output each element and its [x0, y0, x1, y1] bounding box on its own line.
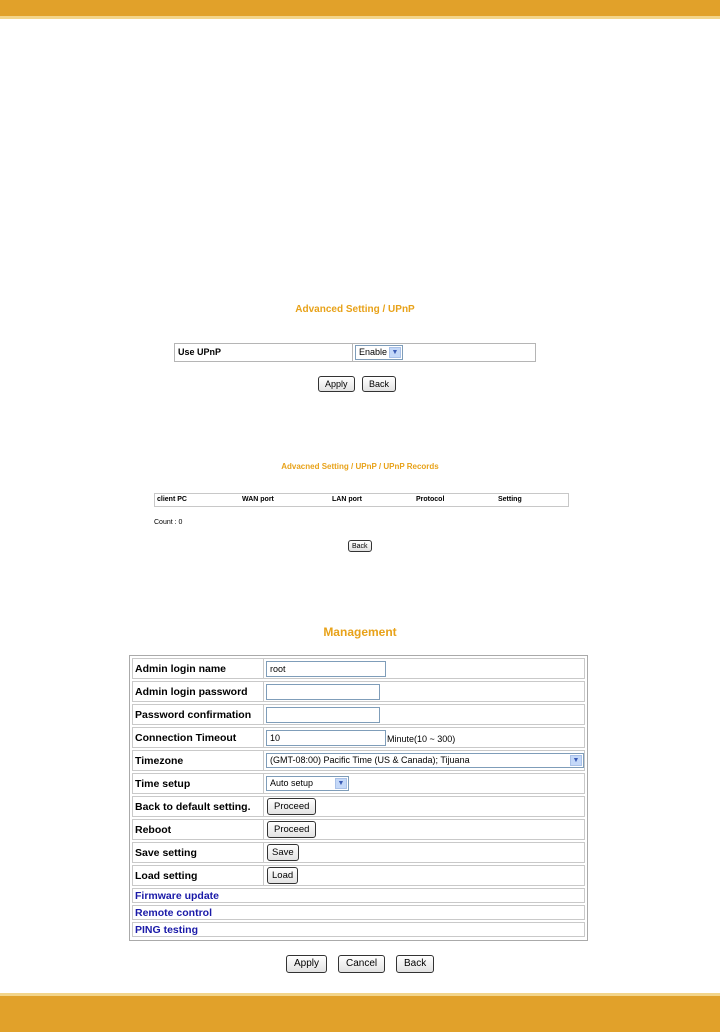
connection-timeout-label: Connection Timeout	[135, 732, 237, 744]
cell-divider	[263, 797, 264, 816]
remote-control-link[interactable]: Remote control	[135, 907, 213, 919]
top-band-line	[0, 16, 720, 19]
records-back-button[interactable]: Back	[348, 540, 372, 552]
records-title: Advacned Setting / UPnP / UPnP Records	[281, 462, 439, 471]
upnp-apply-button[interactable]: Apply	[318, 376, 355, 392]
row-back-to-default	[132, 796, 585, 817]
row-firmware-update	[132, 888, 585, 903]
column-setting: Setting	[498, 496, 522, 503]
cell-divider	[263, 843, 264, 862]
cell-divider	[263, 774, 264, 793]
time-setup-select-value: Auto setup	[270, 778, 314, 788]
cell-divider	[263, 820, 264, 839]
save-setting-button[interactable]: Save	[267, 844, 299, 861]
back-to-default-label: Back to default setting.	[135, 801, 251, 813]
upnp-title: Advanced Setting / UPnP	[295, 304, 415, 315]
admin-login-name-label: Admin login name	[135, 663, 227, 675]
row-save-setting	[132, 842, 585, 863]
top-band	[0, 0, 720, 16]
save-setting-label: Save setting	[135, 847, 197, 859]
password-confirmation-label: Password confirmation	[135, 709, 252, 721]
row-load-setting	[132, 865, 585, 886]
reboot-proceed-button[interactable]: Proceed	[267, 821, 316, 838]
bottom-band	[0, 996, 720, 1032]
time-setup-label: Time setup	[135, 778, 191, 790]
management-back-button[interactable]: Back	[396, 955, 434, 973]
chevron-down-icon: ▼	[389, 347, 401, 358]
management-table	[129, 655, 588, 941]
back-to-default-proceed-button[interactable]: Proceed	[267, 798, 316, 815]
timezone-select[interactable]	[266, 753, 584, 768]
cell-divider	[263, 659, 264, 678]
load-setting-button[interactable]: Load	[267, 867, 298, 884]
records-count: Count : 0	[154, 519, 183, 526]
cell-divider	[263, 682, 264, 701]
management-cancel-button[interactable]: Cancel	[338, 955, 385, 973]
connection-timeout-input[interactable]: 10	[266, 730, 386, 746]
row-admin-login-password	[132, 681, 585, 702]
column-lan-port: LAN port	[332, 496, 362, 503]
use-upnp-row	[174, 343, 536, 362]
admin-login-password-label: Admin login password	[135, 686, 248, 698]
row-admin-login-name	[132, 658, 585, 679]
admin-login-name-input[interactable]: root	[266, 661, 386, 677]
load-setting-label: Load setting	[135, 870, 198, 882]
row-ping-testing	[132, 922, 585, 937]
cell-divider	[263, 728, 264, 747]
management-apply-button[interactable]: Apply	[286, 955, 327, 973]
chevron-down-icon: ▼	[570, 755, 582, 766]
use-upnp-select-value: Enable	[359, 347, 388, 357]
column-wan-port: WAN port	[242, 496, 274, 503]
use-upnp-select[interactable]	[355, 345, 403, 360]
column-protocol: Protocol	[416, 496, 445, 503]
connection-timeout-range: Minute(10 ~ 300)	[387, 734, 456, 744]
use-upnp-label: Use UPnP	[178, 347, 222, 357]
row-time-setup	[132, 773, 585, 794]
row-connection-timeout	[132, 727, 585, 748]
reboot-label: Reboot	[135, 824, 172, 836]
cell-divider	[263, 751, 264, 770]
ping-testing-link[interactable]: PING testing	[135, 924, 199, 936]
upnp-back-button[interactable]: Back	[362, 376, 396, 392]
cell-divider	[263, 866, 264, 885]
row-password-confirmation	[132, 704, 585, 725]
management-title: Management	[323, 625, 397, 639]
row-remote-control	[132, 905, 585, 920]
chevron-down-icon: ▼	[335, 778, 347, 789]
row-reboot	[132, 819, 585, 840]
cell-divider	[352, 344, 353, 361]
timezone-select-value: (GMT-08:00) Pacific Time (US & Canada); Tijuana	[270, 755, 470, 765]
column-client-pc: client PC	[157, 496, 187, 503]
cell-divider	[263, 705, 264, 724]
admin-login-password-input[interactable]	[266, 684, 380, 700]
records-table-header	[154, 493, 569, 507]
password-confirmation-input[interactable]	[266, 707, 380, 723]
timezone-label: Timezone	[135, 755, 184, 767]
firmware-update-link[interactable]: Firmware update	[135, 890, 220, 902]
row-timezone	[132, 750, 585, 771]
time-setup-select[interactable]	[266, 776, 349, 791]
